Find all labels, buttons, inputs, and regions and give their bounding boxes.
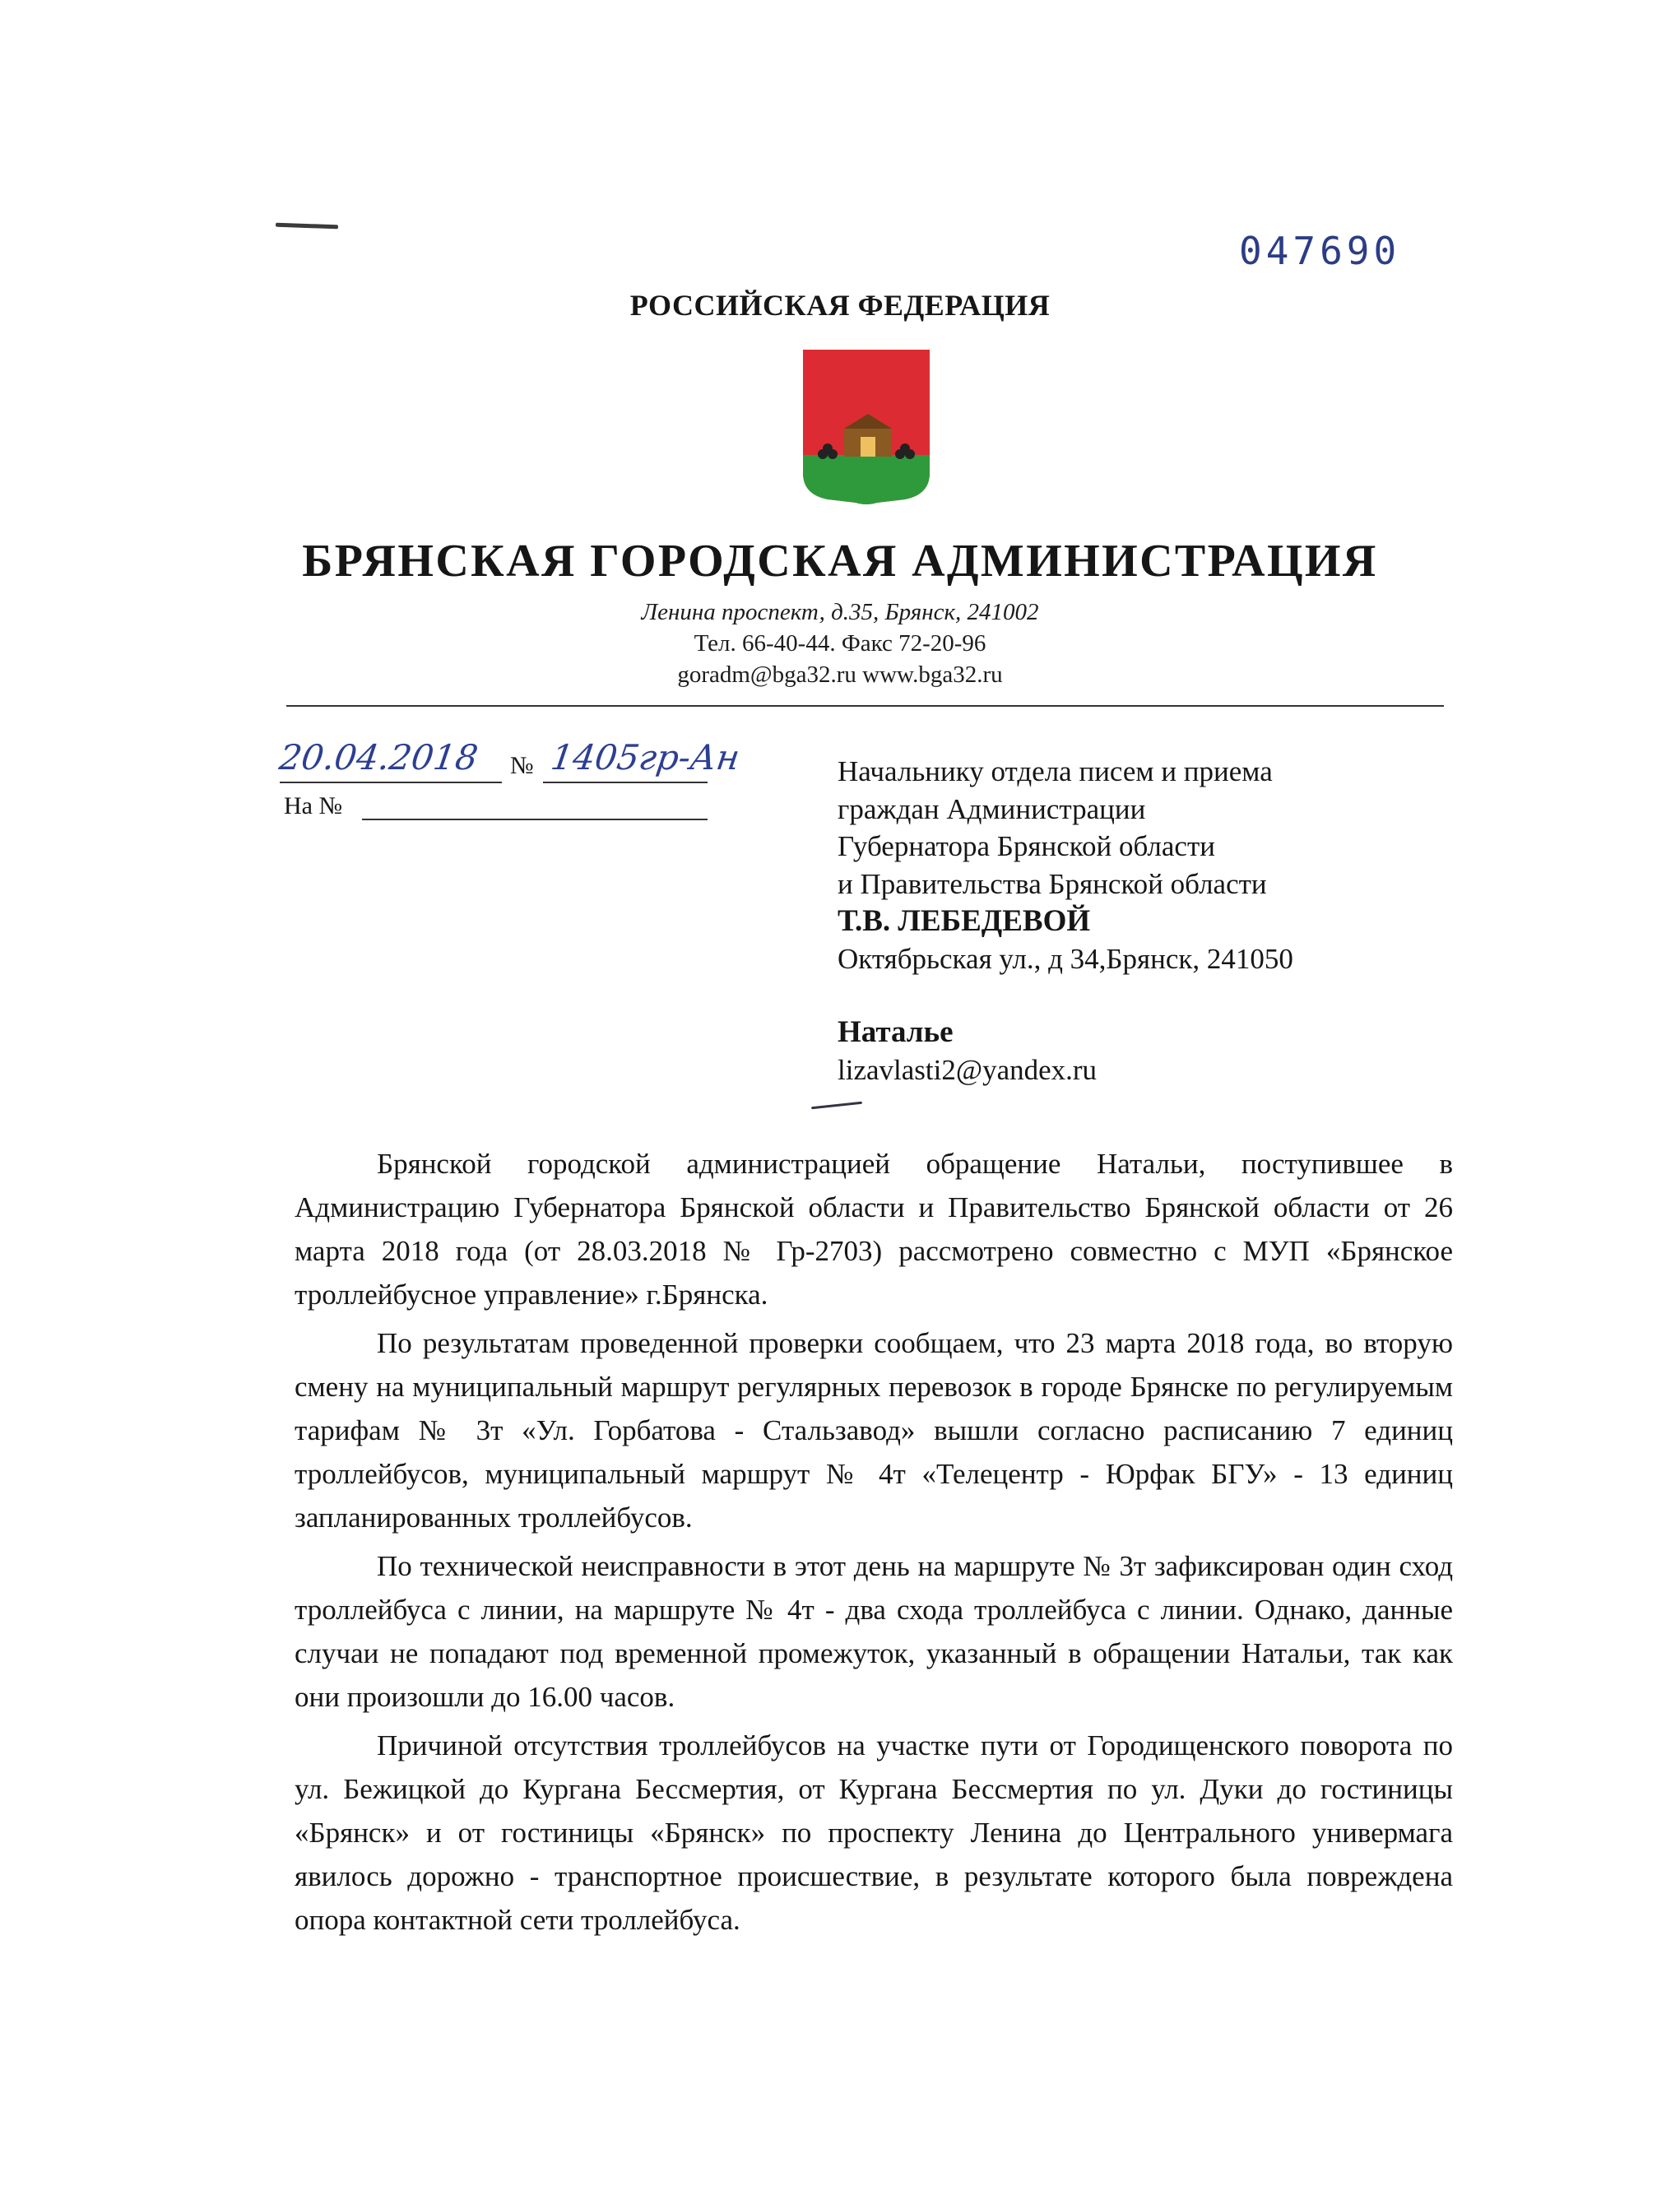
spacer bbox=[838, 977, 1293, 1014]
phone-fax: Тел. 66-40-44. Факс 72-20-96 bbox=[694, 630, 986, 657]
addressee-line: граждан Администрации bbox=[838, 792, 1146, 825]
addressee-line: и Правительства Брянской области bbox=[838, 867, 1267, 900]
handwritten-outgoing-number: 1405гр-Ан bbox=[548, 737, 743, 777]
header-divider bbox=[286, 705, 1444, 707]
addressee-address: Октябрьская ул., д 34,Брянск, 241050 bbox=[838, 942, 1293, 975]
number-underline bbox=[543, 782, 708, 783]
body-paragraph: Брянской городской администрацией обращение Натальи, поступившее в Администрацию Губернатора Брянской области и Правительство Брянской области от 26 марта 2018 года (от 28.03.2018 № Гр-2703) рассмотрено совместно с МУП «Брянское троллейбусное управление» г.Брянска. bbox=[295, 1148, 1453, 1311]
handwritten-date: 20.04.2018 bbox=[276, 737, 480, 777]
postal-address: Ленина проспект, д.35, Брянск, 241002 bbox=[641, 599, 1039, 625]
date-underline bbox=[280, 782, 502, 783]
addressee-line: Губернатора Брянской области bbox=[838, 830, 1215, 862]
body-paragraph: По технической неисправности в этот день на маршруте № 3т зафиксирован один сход троллейбуса с линии, на маршруте № 4т - два схода троллейбуса с линии. Однако, данные случаи не попадают под временной промежуток, указанный в обращении Натальи, так как они произошли до 16.00 часов. bbox=[295, 1550, 1453, 1713]
reply-to-blank-line bbox=[362, 819, 708, 820]
recipient-name: Наталье bbox=[838, 1015, 954, 1049]
reply-to-label: На № bbox=[284, 792, 343, 819]
addressee-line: Начальнику отдела писем и приема bbox=[838, 755, 1273, 787]
addressee-name: Т.В. ЛЕБЕДЕВОЙ bbox=[838, 904, 1091, 938]
registration-stamp-number: 047690 bbox=[1239, 229, 1401, 273]
organization-name: БРЯНСКАЯ ГОРОДСКАЯ АДМИНИСТРАЦИЯ bbox=[302, 536, 1378, 587]
letter-body bbox=[295, 1142, 1453, 1947]
addressee-block bbox=[838, 753, 1293, 1088]
pen-mark bbox=[811, 1102, 862, 1109]
pen-mark bbox=[276, 223, 338, 230]
coat-of-arms-icon bbox=[803, 350, 930, 508]
recipient-email: lizavlasti2@yandex.ru bbox=[838, 1053, 1098, 1086]
email-website: goradm@bga32.ru www.bga32.ru bbox=[677, 661, 1003, 688]
number-sign: № bbox=[510, 752, 534, 779]
body-paragraph: По результатам проведенной проверки сообщаем, что 23 марта 2018 года, во вторую смену на муниципальный маршрут регулярных перевозок в городе Брянске по регулируемым тарифам № 3т «Ул. Горбатова - Стальзавод» вышли согласно расписанию 7 единиц троллейбусов, муниципальный маршрут № 4т «Телецентр - Юрфак БГУ» - 13 единиц запланированных троллейбусов. bbox=[295, 1327, 1453, 1534]
body-paragraph: Причиной отсутствия троллейбусов на участке пути от Городищенского поворота по ул. Бежицкой до Кургана Бессмертия, от Кургана Бессмертия по ул. Дуки до гостиницы «Брянск» и от гостиницы «Брянск» по проспекту Ленина до Центрального универмага явилось дорожно - транспортное происшествие, в результате которого была повреждена опора контактной сети троллейбуса. bbox=[295, 1729, 1453, 1936]
country-heading: РОССИЙСКАЯ ФЕДЕРАЦИЯ bbox=[629, 289, 1051, 322]
